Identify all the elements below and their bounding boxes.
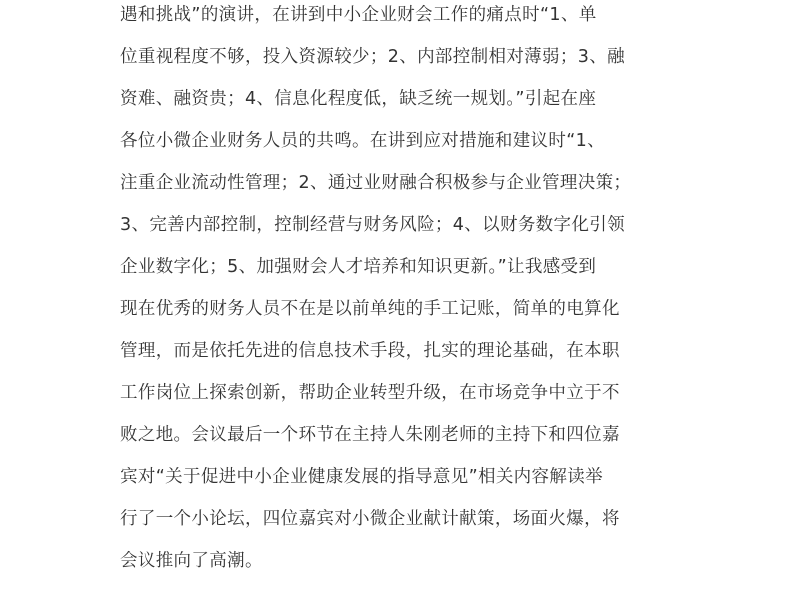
paragraph-line: 资难、融资贵；4、信息化程度低，缺乏统一规划。”引起在座: [120, 89, 597, 109]
paragraph-line: 会议推向了高潮。: [120, 551, 263, 571]
paragraph-line: 3、完善内部控制，控制经营与财务风险；4、以财务数字化引领: [120, 215, 625, 235]
paragraph-line: 败之地。会议最后一个环节在主持人朱刚老师的主持下和四位嘉: [120, 425, 620, 445]
paragraph-line: 现在优秀的财务人员不在是以前单纯的手工记账，简单的电算化: [120, 299, 620, 319]
paragraph-line: 行了一个小论坛，四位嘉宾对小微企业献计献策，场面火爆，将: [120, 509, 620, 529]
paragraph-line: 工作岗位上探索创新，帮助企业转型升级，在市场竞争中立于不: [120, 383, 620, 403]
paragraph-line: 企业数字化；5、加强财会人才培养和知识更新。”让我感受到: [120, 257, 597, 277]
paragraph-line: 注重企业流动性管理；2、通过业财融合积极参与企业管理决策；: [120, 173, 632, 193]
paragraph-line: 位重视程度不够，投入资源较少；2、内部控制相对薄弱；3、融: [120, 47, 625, 67]
paragraph-line: 各位小微企业财务人员的共鸣。在讲到应对措施和建议时“1、: [120, 131, 605, 151]
paragraph-line: 宾对“关于促进中小企业健康发展的指导意见”相关内容解读举: [120, 467, 603, 487]
paragraph-line: 遇和挑战”的演讲，在讲到中小企业财会工作的痛点时“1、单: [120, 5, 597, 25]
paragraph-line: 管理，而是依托先进的信息技术手段，扎实的理论基础，在本职: [120, 341, 620, 361]
